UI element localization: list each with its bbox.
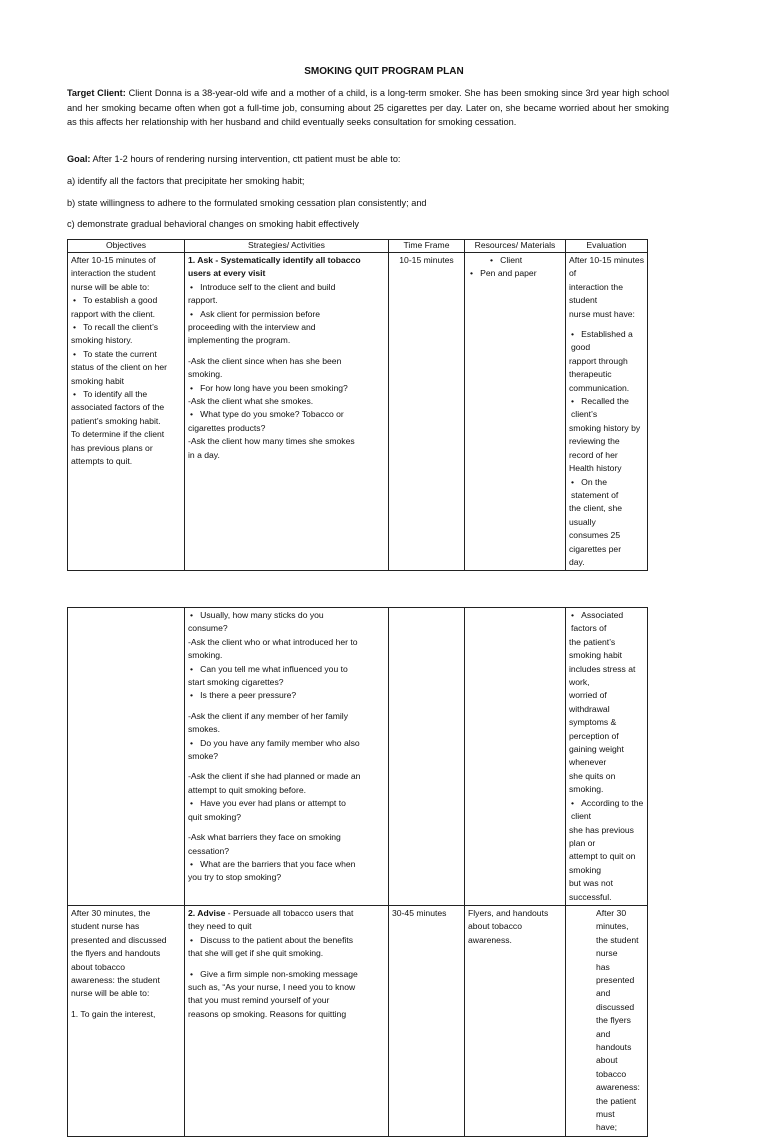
bullet-item: • Is there a peer pressure? [188, 689, 385, 702]
text-line: consume? [188, 623, 228, 634]
header-strategies: Strategies/ Activities [185, 240, 389, 253]
bullet-item: • Have you ever had plans or attempt to [188, 797, 385, 810]
bullet-item: • What type do you smoke? Tobacco or [188, 408, 385, 421]
objectives-cell [68, 905, 185, 1136]
text-line: smoking. [188, 369, 223, 380]
table-row [68, 253, 648, 571]
strategy-heading-bold: 2. Advise [188, 907, 226, 918]
text-line: discussed the flyers [596, 1001, 635, 1026]
text-line: worried of withdrawal [569, 690, 610, 714]
bullet-item: • Do you have any family member who also [188, 737, 385, 750]
text-line: After 30 minutes, the [71, 907, 151, 918]
text-line: consumes 25 cigarettes per [569, 530, 622, 554]
time-frame-value: 10-15 minutes [399, 255, 454, 265]
evaluation-cell [566, 608, 648, 906]
text-line: Health history [569, 463, 622, 474]
text-line: rapport. [188, 295, 218, 306]
goal-label: Goal: [67, 154, 91, 164]
text-line: smoking history by [569, 422, 641, 433]
text-line: nurse will be able to: [71, 281, 150, 292]
text-line: attempt to quit on smoking [569, 851, 636, 875]
target-client-paragraph [67, 86, 669, 130]
text-line: and handouts about [596, 1028, 632, 1066]
text-line: interaction the student [71, 268, 156, 279]
text-line: the patient’s smoking habit [569, 636, 623, 661]
goal-paragraph [67, 152, 669, 167]
text-line: the patient must [596, 1095, 637, 1120]
text-line: -Ask what barriers they face on smoking [188, 832, 341, 843]
goal-item-b: b) state willingness to adhere to the formulated smoking cessation plan consistently; and [67, 198, 427, 208]
strategy-heading-rest: - Persuade all tobacco users that [225, 907, 354, 918]
text-line: awareness: the student [71, 974, 160, 985]
bullet-item: • On the statement of [569, 476, 644, 503]
text-line: in a day. [188, 449, 220, 460]
resource-label: Client [500, 255, 523, 265]
text-line: Flyers, and handouts [468, 907, 549, 918]
bullet-item: • Established a good [569, 328, 644, 355]
text-line: communication. [569, 382, 630, 393]
bullet-item: • Discuss to the patient about the benefits [188, 934, 385, 947]
time-frame-cell [389, 905, 465, 1136]
text-line: To determine if the client [71, 429, 165, 440]
target-client-text: Client Donna is a 38-year-old wife and a mother of a child, is a long-term smoker. She has been smoking since 3rd year high school and her smoking became often when got a full-time job, consuming about 25 cigarettes per day. Later on, she became worried about her smoking as this affects her relationship with her husband and child eventually seeks consultation for smoking cessation. [67, 88, 670, 128]
goal-item-c: c) demonstrate gradual behavioral changes on smoking habit effectively [67, 219, 359, 229]
text-line: that she will get if she quit smoking. [188, 948, 324, 959]
text-line: status of the client on her [71, 362, 168, 373]
text-line: the flyers and handouts [71, 948, 161, 959]
objectives-cell [68, 608, 185, 906]
text-line: symptoms & perception of [569, 717, 619, 741]
text-line: After 30 minutes, [596, 907, 629, 932]
strategy-heading [188, 907, 385, 920]
text-line: the student nurse [596, 934, 639, 959]
time-frame-cell [389, 608, 465, 906]
text-line: -Ask the client since when has she been [188, 355, 342, 366]
text-line: reasons op smoking. Reasons for quitting [188, 1008, 347, 1019]
header-resources: Resources/ Materials [465, 240, 566, 253]
bullet-item: • According to the client [569, 797, 644, 824]
bullet-item: • Introduce self to the client and build [188, 281, 385, 294]
evaluation-cell [566, 905, 648, 1136]
text-line: attempt to quit smoking before. [188, 784, 306, 795]
bullet-item: • Associated factors of [569, 609, 644, 636]
text-line: -Ask the client how many times she smokes [188, 436, 355, 447]
text-line: therapeutic [569, 369, 612, 380]
strategies-cell [185, 608, 389, 906]
text-line: smoking. [188, 650, 223, 661]
bullet-item: • To identify all the [71, 388, 181, 401]
text-line: -Ask the client what she smokes. [188, 396, 314, 407]
header-objectives: Objectives [68, 240, 185, 253]
bullet-item: • Usually, how many sticks do you [188, 609, 385, 622]
bullet-item: • Ask client for permission before [188, 308, 385, 321]
bullet-item: • To state the current [71, 348, 181, 361]
bullet-item: • What are the barriers that you face when [188, 858, 385, 871]
text-line: you try to stop smoking? [188, 872, 282, 883]
text-line: smoking history. [71, 335, 133, 346]
text-line: that you must remind yourself of your [188, 995, 330, 1006]
text-line: has previous plans or [71, 442, 153, 453]
text-line: attempts to quit. [71, 456, 133, 467]
text-line: such as, “As your nurse, I need you to know [188, 981, 356, 992]
text-line: patient’s smoking habit. [71, 415, 161, 426]
text-line: -Ask the client if she had planned or made an [188, 771, 361, 782]
goal-text: After 1-2 hours of rendering nursing intervention, ctt patient must be able to: [92, 154, 401, 164]
text-line: smoking habit [71, 375, 125, 386]
text-line: they need to quit [188, 921, 252, 932]
resources-cell [465, 608, 566, 906]
text-line: the client, she usually [569, 503, 623, 527]
text-line: about tobacco [71, 961, 125, 972]
time-frame-value: 30-45 minutes [392, 907, 447, 918]
text-line: quit smoking? [188, 811, 242, 822]
strategy-heading: 1. Ask - Systematically identify all tobacco [188, 255, 361, 265]
text-line: interaction the student [569, 281, 623, 306]
text-line: cigarettes products? [188, 422, 266, 433]
text-line: 1. To gain the interest, [71, 1008, 156, 1019]
text-line: but was not successful. [569, 878, 613, 902]
header-evaluation: Evaluation [566, 240, 648, 253]
text-line: presented and discussed [71, 934, 167, 945]
plan-table-2 [67, 607, 648, 1137]
bullet-item: • Recalled the client’s [569, 395, 644, 422]
text-line: smoke? [188, 751, 219, 762]
text-line: rapport with the client. [71, 308, 156, 319]
target-client-label: Target Client: [67, 88, 126, 98]
resource-item: • Client [490, 255, 523, 265]
table-row [68, 905, 648, 1136]
evaluation-cell [566, 253, 648, 571]
text-line: cessation? [188, 845, 230, 856]
bullet-item: • Give a firm simple non-smoking message [188, 968, 385, 981]
bullet-item: • To recall the client’s [71, 321, 181, 334]
objectives-cell [68, 253, 185, 571]
strategy-heading: users at every visit [188, 268, 266, 279]
text-line: rapport through [569, 355, 628, 366]
document-title: SMOKING QUIT PROGRAM PLAN [304, 66, 464, 77]
text-line: she has previous plan or [569, 824, 634, 848]
text-line: associated factors of the [71, 402, 165, 413]
text-line: -Ask the client if any member of her family [188, 710, 348, 721]
text-line: day. [569, 556, 585, 567]
text-line: has presented and [596, 961, 635, 999]
bullet-item: • For how long have you been smoking? [188, 382, 385, 395]
text-line: proceeding with the interview and [188, 322, 316, 333]
text-line: she quits on smoking. [569, 770, 616, 795]
text-line: about tobacco [468, 921, 522, 932]
bullet-item: • Can you tell me what influenced you to [188, 663, 385, 676]
text-line: gaining weight whenever [569, 744, 624, 768]
resources-cell [465, 253, 566, 571]
text-line: tobacco awareness: [596, 1068, 640, 1093]
table-header-row [68, 240, 648, 253]
resources-cell [465, 905, 566, 1136]
bullet-item: • To establish a good [71, 294, 181, 307]
time-frame-cell [389, 253, 465, 571]
goal-item-a: a) identify all the factors that precipitate her smoking habit; [67, 176, 305, 186]
header-time-frame: Time Frame [389, 240, 465, 253]
text-line: smokes. [188, 724, 220, 735]
text-line: After 10-15 minutes of [569, 255, 644, 279]
text-line: nurse will be able to: [71, 988, 150, 999]
text-line: student nurse has [71, 921, 140, 932]
text-line: implementing the program. [188, 335, 291, 346]
plan-table-1 [67, 239, 648, 571]
text-line: After 10-15 minutes of [71, 255, 156, 265]
text-line: start smoking cigarettes? [188, 677, 284, 688]
table-row [68, 608, 648, 906]
text-line: reviewing the record of her [569, 436, 620, 460]
strategies-cell [185, 905, 389, 1136]
text-line: -Ask the client who or what introduced her to [188, 636, 358, 647]
text-line: awareness. [468, 934, 512, 945]
strategies-cell [185, 253, 389, 571]
text-line: have; [596, 1122, 618, 1133]
resource-item: • Pen and paper [468, 267, 562, 280]
text-line: nurse must have: [569, 308, 635, 319]
text-line: includes stress at work, [569, 663, 636, 688]
